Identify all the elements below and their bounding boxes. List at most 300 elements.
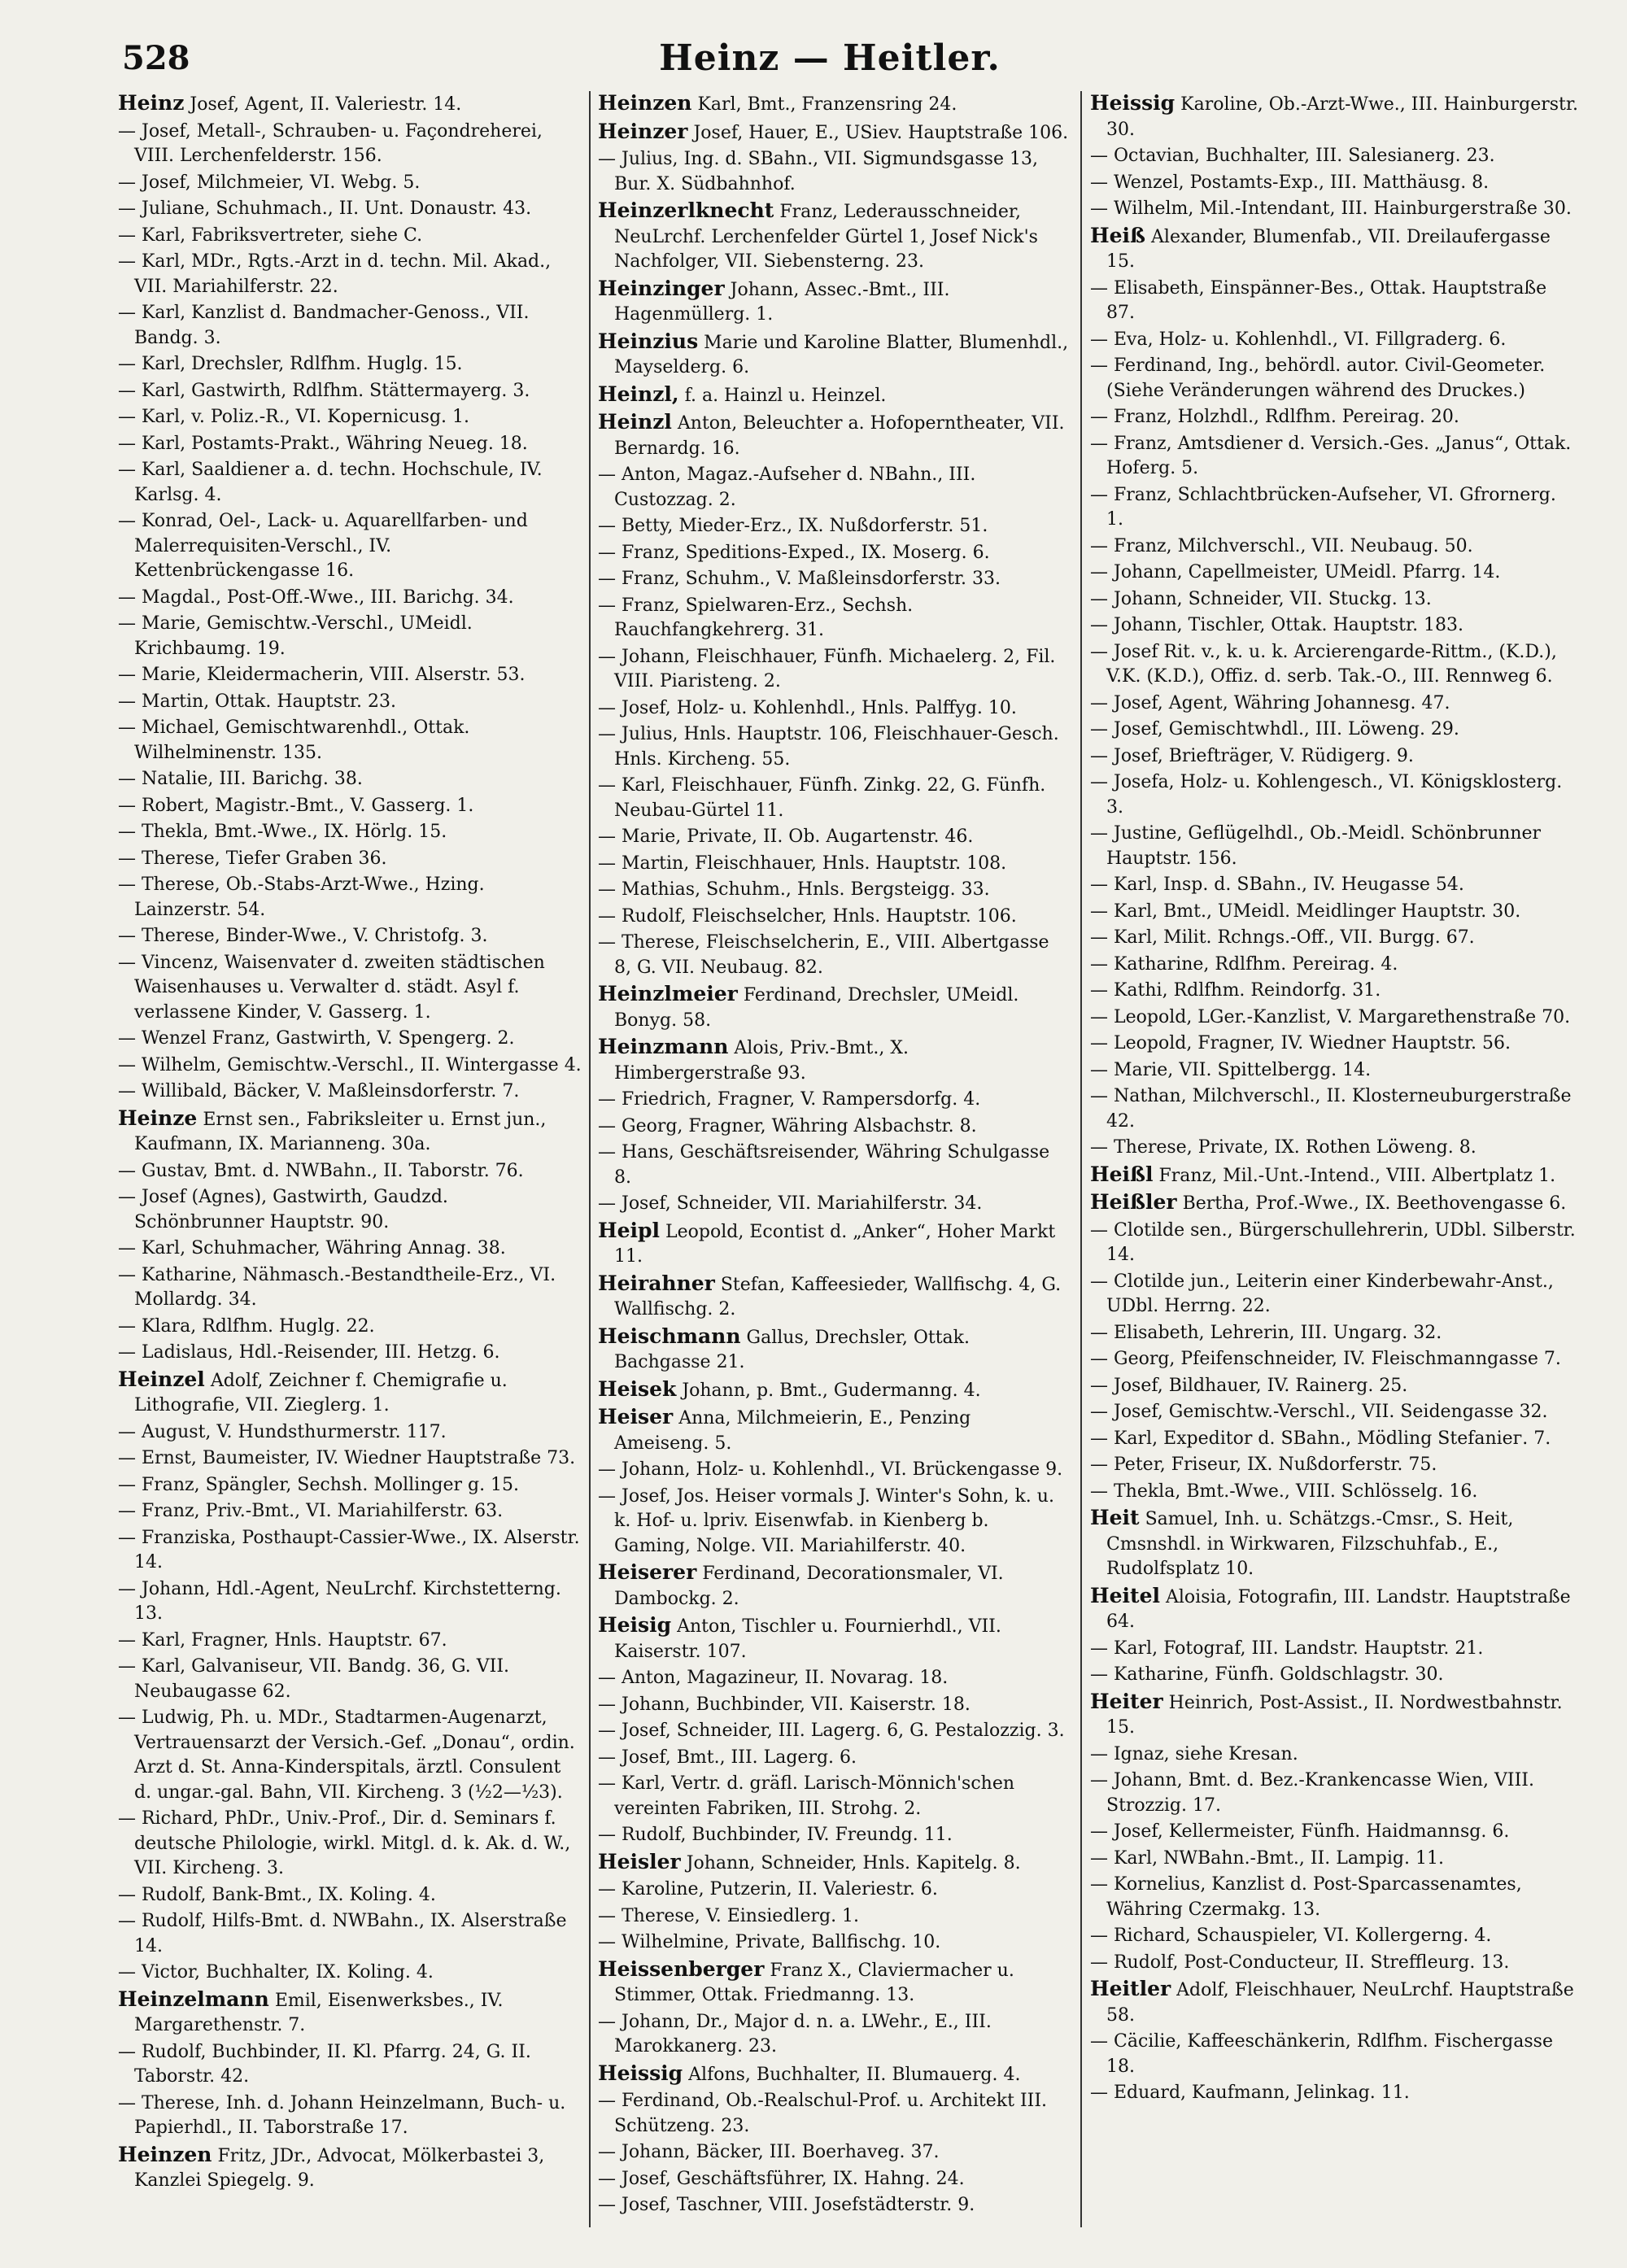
entry-surname: Heinzen	[598, 91, 692, 115]
entry-surname: Heiß	[1090, 223, 1146, 247]
entry-text: — Rudolf, Buchbinder, II. Kl. Pfarrg. 24, G. II. Taborstr. 42.	[118, 2041, 531, 2087]
entry-text: — Josef, Jos. Heiser vormals J. Winter's Sohn, k. u. k. Hof- u. lpriv. Eisenwfab. in Kienberg b. Gaming, Nolge. VII. Mariahilferstr. 40.	[598, 1485, 1054, 1556]
directory-entry	[1090, 1663, 1578, 1688]
directory-entry	[1090, 1374, 1578, 1399]
entry-text: — Karl, MDr., Rgts.-Arzt in d. techn. Mil. Akad., VII. Mariahilferstr. 22.	[118, 251, 552, 297]
entry-text: — Karl, Fabriksvertreter, siehe C.	[118, 225, 423, 246]
directory-entry	[118, 171, 582, 196]
directory-entry	[1090, 197, 1578, 222]
directory-entry	[1090, 1584, 1578, 1635]
directory-entry	[118, 690, 582, 715]
directory-entry	[118, 794, 582, 819]
directory-entry	[1090, 953, 1578, 978]
entry-text: Josef, Hauer, E., USiev. Hauptstraße 106.	[693, 122, 1069, 143]
entry-text: — Therese, V. Einsiedlerg. 1.	[598, 1905, 860, 1926]
entry-text: — Mathias, Schuhm., Hnls. Bergsteigg. 33.	[598, 879, 990, 900]
directory-entry	[118, 1655, 582, 1704]
directory-entry	[118, 2091, 582, 2141]
entry-text: — Josef, Milchmeier, VI. Webg. 5.	[118, 172, 421, 193]
entry-text: — Peter, Friseur, IX. Nußdorferstr. 75.	[1090, 1455, 1437, 1475]
entry-text: Bertha, Prof.-Wwe., IX. Beethovengasse 6.	[1182, 1193, 1567, 1214]
directory-entry	[1090, 873, 1578, 898]
directory-entry	[1090, 770, 1578, 820]
entry-text: Alexander, Blumenfab., VII. Dreilaufergasse 15.	[1106, 226, 1551, 272]
entry-text: — Ferdinand, Ing., behördl. autor. Civil-Geometer. (Siehe Veränderungen während des Druckes.)	[1090, 355, 1546, 401]
directory-entry	[118, 1420, 582, 1446]
directory-entry	[598, 198, 1070, 275]
directory-entry	[1090, 1951, 1578, 1976]
directory-entry	[118, 663, 582, 688]
entry-text: — Clotilde sen., Bürgerschullehrerin, UDbl. Silberstr. 14.	[1090, 1219, 1576, 1265]
entry-text: — Franz, Speditions-Exped., IX. Moserg. 6.	[598, 542, 990, 563]
entry-text: — Josef, Briefträger, V. Rüdigerg. 9.	[1090, 745, 1414, 766]
entry-text: — Victor, Buchhalter, IX. Koling. 4.	[118, 1962, 434, 1982]
directory-entry	[1090, 1977, 1578, 2028]
entry-text: — Josef, Taschner, VIII. Josefstädterstr. 9.	[598, 2195, 975, 2215]
directory-entry	[118, 352, 582, 377]
directory-entry	[118, 1341, 582, 1366]
directory-entry	[118, 1185, 582, 1235]
entry-surname: Heinzer	[598, 119, 688, 143]
directory-entry	[118, 1367, 582, 1419]
entry-surname: Heitler	[1090, 1977, 1171, 2000]
entry-text: — Hans, Geschäftsreisender, Währing Schulgasse 8.	[598, 1142, 1050, 1188]
directory-entry	[118, 1909, 582, 1959]
directory-entry	[598, 696, 1070, 722]
entry-text: — Karl, Insp. d. SBahn., IV. Heugasse 54.	[1090, 874, 1464, 895]
directory-entry	[118, 1883, 582, 1908]
entry-text: — Franz, Spielwaren-Erz., Sechsh. Rauchfangkehrerg. 31.	[598, 595, 914, 640]
directory-entry	[1090, 432, 1578, 482]
entry-surname: Heinzl	[598, 410, 672, 434]
directory-entry	[118, 458, 582, 508]
directory-entry	[598, 1746, 1070, 1771]
directory-entry	[1090, 1084, 1578, 1134]
entry-text: — Octavian, Buchhalter, III. Salesianerg. 23.	[1090, 146, 1495, 166]
entry-text: — Johann, Schneider, VII. Stuckg. 13.	[1090, 588, 1432, 609]
directory-entry	[1090, 534, 1578, 560]
directory-column-2	[598, 91, 1070, 2235]
directory-entry	[118, 1263, 582, 1313]
directory-entry	[118, 2040, 582, 2090]
entry-text: — Karl, Fleischhauer, Fünfh. Zinkg. 22, G. Fünfh. Neubau-Gürtel 11.	[598, 775, 1046, 821]
directory-entry	[118, 224, 582, 249]
entry-text: Franz X., Claviermacher u. Stimmer, Ottak. Friedmanng. 13.	[614, 1960, 1014, 2005]
entry-text: — Johann, Tischler, Ottak. Hauptstr. 183.	[1090, 615, 1464, 635]
entry-text: — Juliane, Schuhmach., II. Unt. Donaustr. 43.	[118, 198, 532, 219]
entry-surname: Heinzmann	[598, 1035, 729, 1058]
entry-surname: Heinzl,	[598, 382, 679, 406]
entry-text: — Josef, Schneider, III. Lagerg. 6, G. Pestalozzig. 3.	[598, 1721, 1065, 1741]
entry-text: — Konrad, Oel-, Lack- u. Aquarellfarben- und Malerrequisiten-Verschl., IV. Kettenbrückengasse 16.	[118, 511, 528, 581]
entry-text: — Johann, Fleischhauer, Fünfh. Michaelerg. 2, Fil. VIII. Piaristeng. 2.	[598, 646, 1056, 691]
entry-text: — Wilhelm, Mil.-Intendant, III. Hainburgerstraße 30.	[1090, 198, 1572, 219]
entry-surname: Heisler	[598, 1849, 681, 1873]
entry-text: — Julius, Hnls. Hauptstr. 106, Fleischhauer-Gesch. Hnls. Kircheng. 55.	[598, 724, 1059, 770]
directory-entry	[1090, 1924, 1578, 1949]
directory-entry	[598, 2140, 1070, 2166]
directory-entry	[1090, 1742, 1578, 1768]
entry-text: — Julius, Ing. d. SBahn., VII. Sigmundsgasse 13, Bur. X. Südbahnhof.	[598, 149, 1038, 194]
entry-text: Johann, Schneider, Hnls. Kapitelg. 8.	[686, 1852, 1021, 1873]
entry-text: — Karl, Saaldiener a. d. techn. Hochschule, IV. Karlsg. 4.	[118, 460, 543, 505]
entry-text: — Elisabeth, Lehrerin, III. Ungarg. 32.	[1090, 1322, 1442, 1343]
directory-entry	[1090, 1506, 1578, 1582]
directory-entry	[1090, 91, 1578, 142]
directory-entry	[1090, 1270, 1578, 1319]
entry-surname: Heischmann	[598, 1324, 741, 1348]
directory-entry	[598, 277, 1070, 328]
entry-text: — Josef, Bmt., III. Lagerg. 6.	[598, 1747, 857, 1768]
directory-entry	[598, 91, 1070, 118]
entry-text: — Josef, Geschäftsführer, IX. Hahng. 24.	[598, 2168, 965, 2189]
entry-text: — Richard, PhDr., Univ.-Prof., Dir. d. Seminars f. deutsche Philologie, wirkl. Mitgl. d. k. Ak. d. W., VII. Kircheng. 3.	[118, 1808, 571, 1878]
entry-text: Gallus, Drechsler, Ottak. Bachgasse 21.	[614, 1327, 970, 1372]
directory-entry	[598, 1878, 1070, 1903]
entry-text: — Michael, Gemischtwarenhdl., Ottak. Wilhelminenstr. 135.	[118, 717, 470, 763]
directory-entry	[1090, 1637, 1578, 1662]
directory-entry	[1090, 1847, 1578, 1872]
entry-surname: Heisek	[598, 1376, 677, 1401]
entry-text: — Willibald, Bäcker, V. Maßleinsdorferstr. 7.	[118, 1081, 520, 1101]
directory-entry	[598, 2167, 1070, 2192]
directory-entry	[1090, 926, 1578, 951]
directory-entry	[598, 329, 1070, 381]
directory-entry	[598, 878, 1070, 903]
entry-text: — Josef, Agent, Währing Johannesg. 47.	[1090, 692, 1450, 713]
entry-text: — Karl, Schuhmacher, Währing Annag. 38.	[118, 1238, 506, 1258]
entry-text: — Johann, Holz- u. Kohlenhdl., VI. Brückengasse 9.	[598, 1459, 1063, 1480]
entry-text: — Klara, Rdlfhm. Huglg. 22.	[118, 1315, 375, 1337]
entry-text: — Franz, Holzhdl., Rdlfhm. Pereirag. 20.	[1090, 407, 1459, 427]
entry-text: Alois, Priv.-Bmt., X. Himbergerstraße 93.	[614, 1038, 909, 1084]
entry-text: — Karl, Fragner, Hnls. Hauptstr. 67.	[118, 1629, 447, 1651]
entry-surname: Heissenberger	[598, 1956, 765, 1981]
directory-entry	[118, 873, 582, 922]
entry-text: — Rudolf, Fleischselcher, Hnls. Hauptstr. 106.	[598, 905, 1017, 927]
directory-entry	[1090, 144, 1578, 169]
directory-entry	[118, 716, 582, 765]
directory-entry	[598, 541, 1070, 566]
directory-entry	[1090, 483, 1578, 533]
entry-surname: Heit	[1090, 1506, 1140, 1529]
entry-surname: Heiser	[598, 1405, 674, 1428]
directory-entry	[1090, 1005, 1578, 1031]
entry-text: — Karl, Kanzlist d. Bandmacher-Genoss., VII. Bandg. 3.	[118, 303, 530, 348]
directory-entry	[598, 1377, 1070, 1404]
directory-entry	[118, 1987, 582, 2039]
entry-text: — Therese, Fleischselcherin, E., VIII. Albertgasse 8, G. VII. Neubaug. 82.	[598, 932, 1049, 978]
entry-text: Alfons, Buchhalter, II. Blumauerg. 4.	[688, 2064, 1021, 2085]
entry-text: — Therese, Binder-Wwe., V. Christofg. 3.	[118, 926, 488, 946]
entry-text: — Vincenz, Waisenvater d. zweiten städtischen Waisenhauses u. Verwalter d. städt. Asyl f. verlassene Kinder, V. Gasserg. 1.	[118, 952, 545, 1023]
entry-text: — Wenzel Franz, Gastwirth, V. Spengerg. 2.	[118, 1028, 515, 1049]
entry-surname: Heinzinger	[598, 276, 725, 300]
entry-text: — Johann, Hdl.-Agent, NeuLrchf. Kirchstetterng. 13.	[118, 1578, 561, 1624]
entry-surname: Heiter	[1090, 1689, 1163, 1713]
directory-entry	[1090, 328, 1578, 353]
entry-text: — Josef (Agnes), Gastwirth, Gaudzd. Schönbrunner Hauptstr. 90.	[118, 1187, 448, 1232]
entry-text: — Wilhelm, Gemischtw.-Verschl., II. Wintergasse 4.	[118, 1054, 582, 1075]
column-divider	[589, 91, 591, 2227]
directory-entry	[118, 951, 582, 1026]
directory-entry	[118, 586, 582, 611]
directory-entry	[598, 2089, 1070, 2139]
entry-text: Ernst sen., Fabriksleiter u. Ernst jun., Kaufmann, IX. Marianneng. 30a.	[134, 1109, 547, 1154]
directory-entry	[1090, 405, 1578, 430]
entry-text: — Franziska, Posthaupt-Cassier-Wwe., IX. Alserstr. 14.	[118, 1527, 580, 1572]
directory-entry	[118, 1079, 582, 1105]
directory-entry	[598, 1904, 1070, 1930]
entry-text: — Karl, Bmt., UMeidl. Meidlinger Hauptstr. 30.	[1090, 901, 1521, 922]
directory-entry	[598, 1850, 1070, 1877]
directory-entry	[118, 250, 582, 299]
entry-text: — Ernst, Baumeister, IV. Wiedner Hauptstraße 73.	[118, 1448, 576, 1468]
directory-entry	[1090, 613, 1578, 639]
entry-text: Stefan, Kaffeesieder, Wallfischg. 4, G. Wallfischg. 2.	[614, 1274, 1062, 1319]
directory-entry	[1090, 1769, 1578, 1818]
entry-text: — Karl, NWBahn.-Bmt., II. Lampig. 11.	[1090, 1847, 1444, 1869]
entry-text: — Eva, Holz- u. Kohlenhdl., VI. Fillgraderg. 6.	[1090, 329, 1507, 350]
directory-entry	[598, 1141, 1070, 1190]
directory-entry	[118, 612, 582, 661]
entry-text: — Georg, Pfeifenschneider, IV. Fleischmanngasse 7.	[1090, 1349, 1561, 1369]
directory-entry	[118, 1961, 582, 1986]
entry-text: — Eduard, Kaufmann, Jelinkag. 11.	[1090, 2083, 1410, 2103]
entry-text: — Johann, Buchbinder, VII. Kaiserstr. 18.	[598, 1694, 971, 1715]
directory-entry	[598, 1114, 1070, 1140]
directory-entry	[118, 1027, 582, 1052]
directory-entry	[118, 767, 582, 792]
entry-text: Anton, Tischler u. Fournierhdl., VII. Kaiserstr. 107.	[614, 1616, 1001, 1662]
entry-text: — Josef, Metall-, Schrauben- u. Façondreherei, VIII. Lerchenfelderstr. 156.	[118, 120, 543, 166]
directory-entry	[118, 432, 582, 457]
entry-text: — Karl, Drechsler, Rdlfhm. Huglg. 15.	[118, 354, 463, 374]
directory-entry	[1090, 354, 1578, 403]
directory-entry	[1090, 2030, 1578, 2079]
entry-surname: Heiserer	[598, 1560, 697, 1584]
directory-entry	[598, 1485, 1070, 1559]
directory-entry	[118, 1473, 582, 1498]
entry-text: — Natalie, III. Barichg. 38.	[118, 769, 363, 789]
directory-column-1	[118, 91, 582, 2235]
directory-entry	[118, 847, 582, 872]
directory-entry	[1090, 1136, 1578, 1161]
entry-text: — Marie, VII. Spittelbergg. 14.	[1090, 1059, 1372, 1080]
entry-text: — Franz, Priv.-Bmt., VI. Mariahilferstr. 63.	[118, 1501, 504, 1521]
entry-text: — Therese, Tiefer Graben 36.	[118, 848, 387, 869]
entry-text: — Clotilde jun., Leiterin einer Kinderbewahr-Anst., UDbl. Herrng. 22.	[1090, 1271, 1554, 1316]
entry-text: — Franz, Spängler, Sechsh. Mollinger g. 15.	[118, 1474, 520, 1495]
entry-text: Johann, p. Bmt., Gudermanng. 4.	[682, 1380, 981, 1401]
entry-text: — Anton, Magaz.-Aufseher d. NBahn., III. Custozzag. 2.	[598, 465, 976, 510]
directory-entry	[598, 594, 1070, 643]
entry-text: — Josef, Gemischtw.-Verschl., VII. Seidengasse 32.	[1090, 1402, 1548, 1422]
entry-text: — Josef Rit. v., k. u. k. Arcierengarde-Rittm., (K.D.), V.K. (K.D.), Offiz. d. serb. Tak.-O., III. Rennweg 6.	[1090, 641, 1557, 687]
directory-entry	[118, 379, 582, 404]
entry-text: — Rudolf, Buchbinder, IV. Freundg. 11.	[598, 1825, 953, 1845]
entry-text: Adolf, Zeichner f. Chemigrafie u. Lithografie, VII. Zieglerg. 1.	[134, 1370, 508, 1415]
entry-text: — Franz, Amtsdiener d. Versich.-Ges. „Janus“, Ottak. Hoferg. 5.	[1090, 433, 1572, 478]
entry-surname: Heisig	[598, 1613, 672, 1637]
entry-surname: Heitel	[1090, 1583, 1160, 1607]
directory-entry	[598, 1823, 1070, 1848]
entry-text: Fritz, JDr., Advocat, Mölkerbastei 3, Kanzlei Spiegelg. 9.	[134, 2145, 545, 2191]
directory-entry	[598, 1035, 1070, 1086]
entry-text: — Nathan, Milchverschl., II. Klosterneuburgerstraße 42.	[1090, 1086, 1572, 1132]
entry-text: Karl, Bmt., Franzensring 24.	[697, 94, 957, 115]
directory-entry	[118, 2143, 582, 2194]
directory-entry	[118, 1499, 582, 1524]
entry-text: — Betty, Mieder-Erz., IX. Nußdorferstr. 51.	[598, 516, 988, 536]
entry-text: — Friedrich, Fragner, V. Rampersdorfg. 4.	[598, 1089, 981, 1110]
entry-text: — Karl, Fotograf, III. Landstr. Hauptstr. 21.	[1090, 1638, 1484, 1659]
directory-entry	[1090, 979, 1578, 1004]
entry-text: — Martin, Ottak. Hauptstr. 23.	[118, 691, 396, 712]
directory-entry	[1090, 1873, 1578, 1922]
entry-text: — Anton, Magazineur, II. Novarag. 18.	[598, 1668, 949, 1688]
directory-entry	[1090, 224, 1578, 275]
directory-entry	[598, 931, 1070, 980]
entry-text: — Karl, v. Poliz.-R., VI. Kopernicusg. 1.	[118, 407, 469, 427]
directory-entry	[598, 825, 1070, 850]
directory-entry	[598, 382, 1070, 409]
directory-entry	[1090, 1162, 1578, 1189]
directory-entry	[118, 120, 582, 169]
entry-text: — Johann, Bmt. d. Bez.-Krankencasse Wien, VIII. Strozzig. 17.	[1090, 1770, 1534, 1816]
entry-text: — Georg, Fragner, Währing Alsbachstr. 8.	[598, 1115, 977, 1136]
directory-entry	[598, 1719, 1070, 1744]
directory-entry	[118, 1053, 582, 1079]
directory-entry	[598, 1930, 1070, 1956]
entry-text: — Cäcilie, Kaffeeschänkerin, Rdlfhm. Fischergasse 18.	[1090, 2031, 1553, 2077]
directory-entry	[118, 197, 582, 222]
entry-text: Heinrich, Post-Assist., II. Nordwestbahnstr. 15.	[1106, 1692, 1563, 1738]
directory-column-3	[1090, 91, 1578, 2235]
entry-text: — Therese, Ob.-Stabs-Arzt-Wwe., Hzing. Lainzerstr. 54.	[118, 874, 485, 920]
directory-entry	[1090, 822, 1578, 871]
directory-entry	[1090, 1219, 1578, 1268]
directory-entry	[598, 120, 1070, 146]
directory-entry	[598, 722, 1070, 772]
entry-text: — Johann, Bäcker, III. Boerhaveg. 37.	[598, 2142, 940, 2162]
entry-text: — Johann, Dr., Major d. n. a. LWehr., E., III. Marokkanerg. 23.	[598, 2011, 992, 2056]
directory-entry	[118, 405, 582, 430]
page-number: 528	[122, 39, 190, 77]
entry-text: — Josef, Holz- u. Kohlenhdl., Hnls. Palffyg. 10.	[598, 697, 1017, 718]
entry-text: — Rudolf, Post-Conducteur, II. Streffleurg. 13.	[1090, 1952, 1510, 1973]
entry-text: — Josef, Bildhauer, IV. Rainerg. 25.	[1090, 1375, 1408, 1396]
entry-text: — Leopold, LGer.-Kanzlist, V. Margarethenstraße 70.	[1090, 1006, 1571, 1027]
directory-entry	[1090, 717, 1578, 743]
directory-entry	[1090, 171, 1578, 196]
entry-text: Karoline, Ob.-Arzt-Wwe., III. Hainburgerstr. 30.	[1106, 94, 1578, 140]
directory-entry	[1090, 1427, 1578, 1452]
entry-text: — August, V. Hundsthurmerstr. 117.	[118, 1421, 447, 1442]
directory-entry	[598, 1560, 1070, 1612]
entry-text: — Thekla, Bmt.-Wwe., IX. Hörlg. 15.	[118, 822, 447, 842]
entry-text: — Justine, Geflügelhdl., Ob.-Meidl. Schönbrunner Hauptstr. 156.	[1090, 823, 1542, 869]
directory-entry	[1090, 1400, 1578, 1425]
entry-text: Ferdinand, Drechsler, UMeidl. Bonyg. 58.	[614, 985, 1019, 1031]
directory-entry	[598, 1693, 1070, 1718]
directory-entry	[118, 1577, 582, 1627]
directory-entry	[118, 1106, 582, 1158]
directory-entry	[1090, 587, 1578, 613]
directory-entry	[1090, 1347, 1578, 1372]
directory-entry	[598, 2010, 1070, 2060]
entry-surname: Heinze	[118, 1106, 198, 1130]
entry-text: — Magdal., Post-Off.-Wwe., III. Barichg. 34.	[118, 587, 514, 608]
entry-text: — Karl, Galvaniseur, VII. Bandg. 36, G. VII. Neubaugasse 62.	[118, 1656, 510, 1702]
directory-entry	[598, 1192, 1070, 1217]
entry-surname: Heipl	[598, 1218, 661, 1242]
directory-entry	[598, 852, 1070, 877]
entry-text: — Rudolf, Hilfs-Bmt. d. NWBahn., IX. Alserstraße 14.	[118, 1911, 567, 1956]
directory-entry	[1090, 744, 1578, 770]
entry-surname: Heinz	[118, 91, 185, 115]
directory-entry	[1090, 1032, 1578, 1057]
directory-entry	[598, 1088, 1070, 1113]
directory-entry	[598, 774, 1070, 823]
entry-surname: Heißler	[1090, 1190, 1177, 1214]
entry-text: Anton, Beleuchter a. Hofoperntheater, VII. Bernardg. 16.	[614, 413, 1065, 459]
directory-entry	[598, 1458, 1070, 1483]
entry-text: — Franz, Schuhm., V. Maßleinsdorferstr. 33.	[598, 569, 1001, 589]
entry-text: Aloisia, Fotografin, III. Landstr. Hauptstraße 64.	[1106, 1586, 1571, 1632]
entry-surname: Heinzelmann	[118, 1987, 269, 2011]
directory-entry	[118, 509, 582, 584]
entry-surname: Heirahner	[598, 1271, 715, 1295]
entry-surname: Heissig	[1090, 91, 1176, 115]
entry-text: — Karl, Gastwirth, Rdlfhm. Stättermayerg. 3.	[118, 380, 530, 401]
entry-text: Marie und Karoline Blatter, Blumenhdl., Mayselderg. 6.	[614, 332, 1069, 377]
directory-entry	[598, 514, 1070, 539]
entry-text: Franz, Lederausschneider, NeuLrchf. Lerchenfelder Gürtel 1, Josef Nick's Nachfolger, VII. Siebensterng. 23.	[614, 202, 1038, 272]
entry-text: — Elisabeth, Einspänner-Bes., Ottak. Hauptstraße 87.	[1090, 277, 1547, 323]
entry-surname: Heißl	[1090, 1162, 1154, 1186]
directory-entry	[598, 1666, 1070, 1691]
entry-text: Leopold, Econtist d. „Anker“, Hoher Markt 11.	[614, 1221, 1056, 1267]
entry-text: Johann, Assec.-Bmt., III. Hagenmüllerg. 1.	[614, 279, 950, 325]
running-title: Heinz — Heitler.	[659, 37, 1001, 79]
entry-text: — Rudolf, Bank-Bmt., IX. Koling. 4.	[118, 1884, 436, 1905]
directory-entry	[118, 1446, 582, 1472]
entry-text: — Katharine, Nähmasch.-Bestandtheile-Erz., VI. Mollardg. 34.	[118, 1264, 556, 1310]
entry-text: — Kornelius, Kanzlist d. Post-Sparcassenamtes, Währing Czermakg. 13.	[1090, 1874, 1522, 1920]
directory-entry	[598, 1405, 1070, 1456]
directory-entry	[598, 1271, 1070, 1323]
entry-text: Samuel, Inh. u. Schätzgs.-Cmsr., S. Heit, Cmsnshdl. in Wirkwaren, Filzschuhfab., E., Rudolfsplatz 10.	[1106, 1509, 1514, 1579]
entry-text: — Karl, Postamts-Prakt., Währing Neueg. 18.	[118, 433, 528, 454]
entry-text: — Josef, Kellermeister, Fünfh. Haidmannsg. 6.	[1090, 1821, 1510, 1842]
directory-entry	[118, 91, 582, 118]
entry-text: Ferdinand, Decorationsmaler, VI. Dambockg. 2.	[614, 1564, 1004, 1609]
directory-entry	[598, 1324, 1070, 1376]
entry-text: — Johann, Capellmeister, UMeidl. Pfarrg. 14.	[1090, 562, 1501, 582]
directory-entry	[598, 645, 1070, 695]
directory-entry	[598, 1219, 1070, 1270]
column-divider	[1080, 91, 1082, 2227]
entry-surname: Heissig	[598, 2061, 683, 2085]
entry-text: — Therese, Private, IX. Rothen Löweng. 8.	[1090, 1137, 1477, 1158]
directory-entry	[598, 567, 1070, 592]
directory-entry	[118, 1706, 582, 1805]
entry-text: — Karl, Vertr. d. gräfl. Larisch-Mönnich'schen vereinten Fabriken, III. Strohg. 2.	[598, 1773, 1015, 1819]
entry-text: — Katharine, Fünfh. Goldschlagstr. 30.	[1090, 1664, 1444, 1685]
directory-entry	[1090, 691, 1578, 717]
entry-surname: Heinzlmeier	[598, 982, 738, 1005]
